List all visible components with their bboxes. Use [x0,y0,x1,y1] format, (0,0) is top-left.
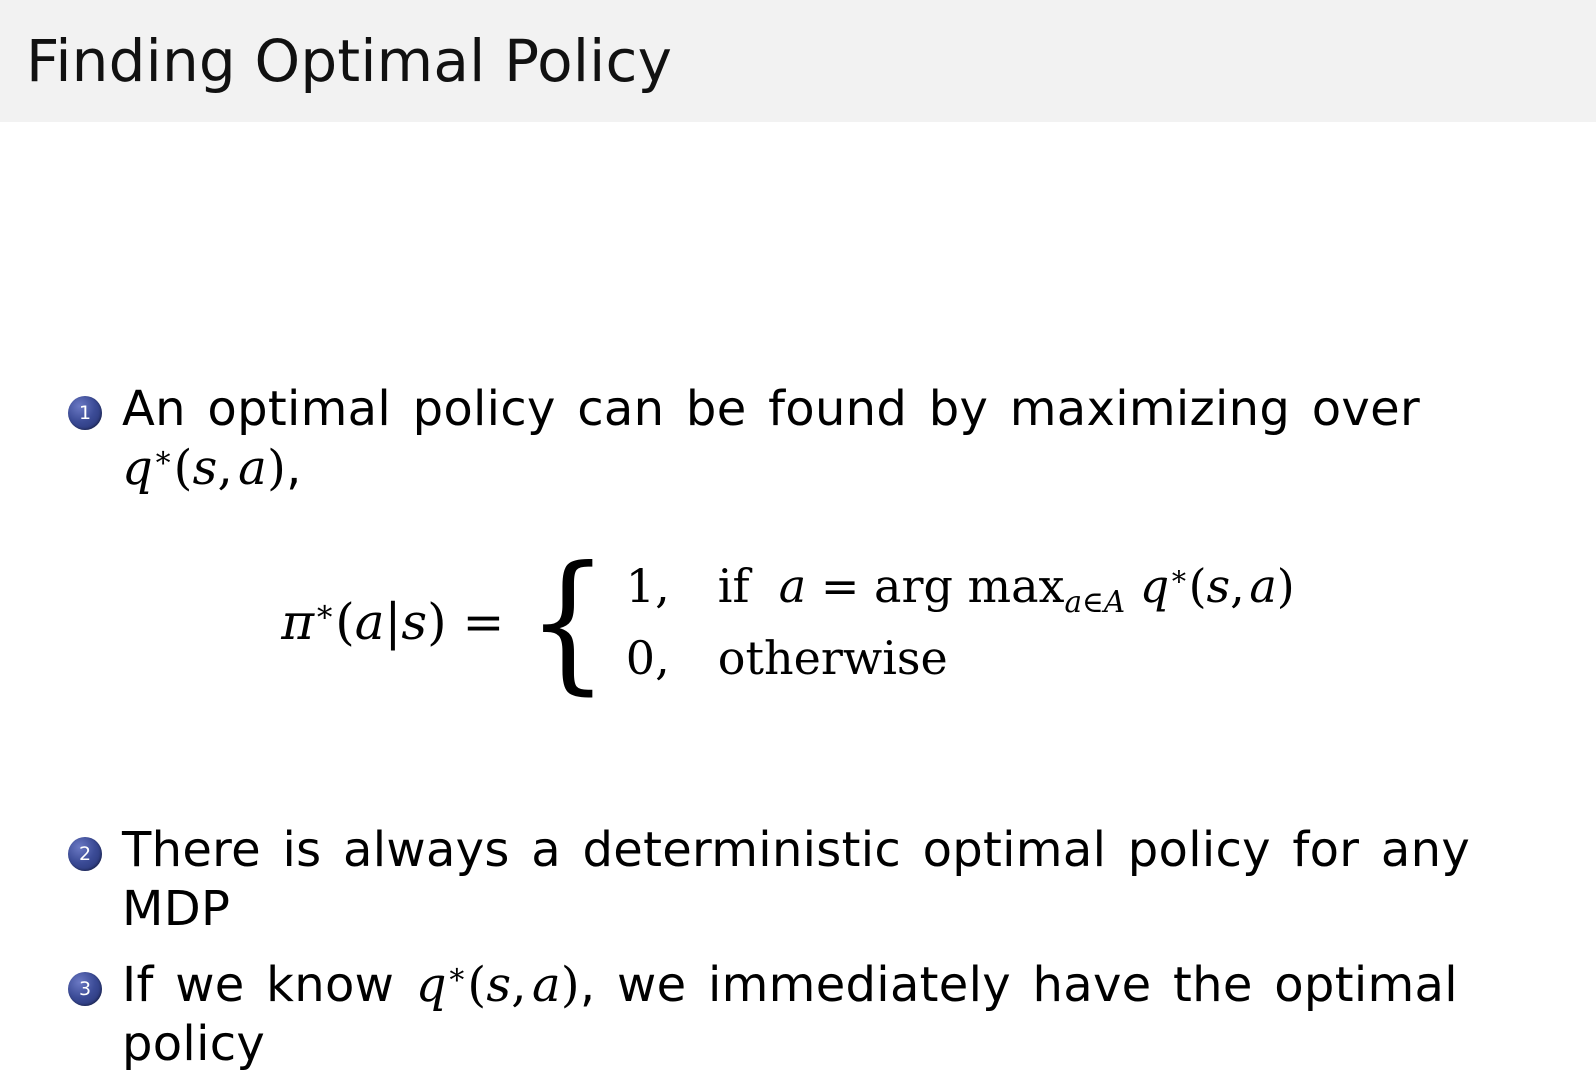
page-title: Finding Optimal Policy [26,26,673,95]
inline-math-q-star: q∗(s, a) [415,957,580,1014]
equation-left-hand-side: π∗(a|s) = [281,593,505,652]
bullet-3-text-post: , we immediately have the optimal policy [122,957,1458,1072]
slide-title-bar [0,0,1596,122]
case-1-condition: if a = arg $\max_{a\in A} q^∗(s$, a) [717,559,1295,620]
bullet-3-text-pre: If we know [122,957,416,1014]
case-2-value: 0, [625,631,670,686]
equation-cases [626,553,1295,691]
list-item [0,821,1596,938]
list-item-text [122,380,1566,497]
list-item [0,380,1596,497]
bullet-number-badge: 2 [68,837,102,871]
cases-brace: { [527,534,609,709]
list-item-text [122,956,1566,1073]
case-1-value: 1, [625,559,670,614]
inline-math-q-star: q∗(s, a) [122,439,287,496]
case-2-condition: otherwise [717,631,948,686]
equation-case-row [626,625,1295,691]
list-item [0,956,1596,1073]
slide-content [0,122,1596,1080]
bullet-1-text-post: , [286,439,302,496]
bullet-number-badge: 1 [68,396,102,430]
list-item-text: There is always a deterministic optimal policy for any MDP [122,822,1471,937]
bullet-1-text-pre: An optimal policy can be found by maximizing over [122,381,1420,437]
equation-case-row [626,553,1295,625]
bullet-number-badge: 3 [68,972,102,1006]
policy-equation [0,534,1596,709]
